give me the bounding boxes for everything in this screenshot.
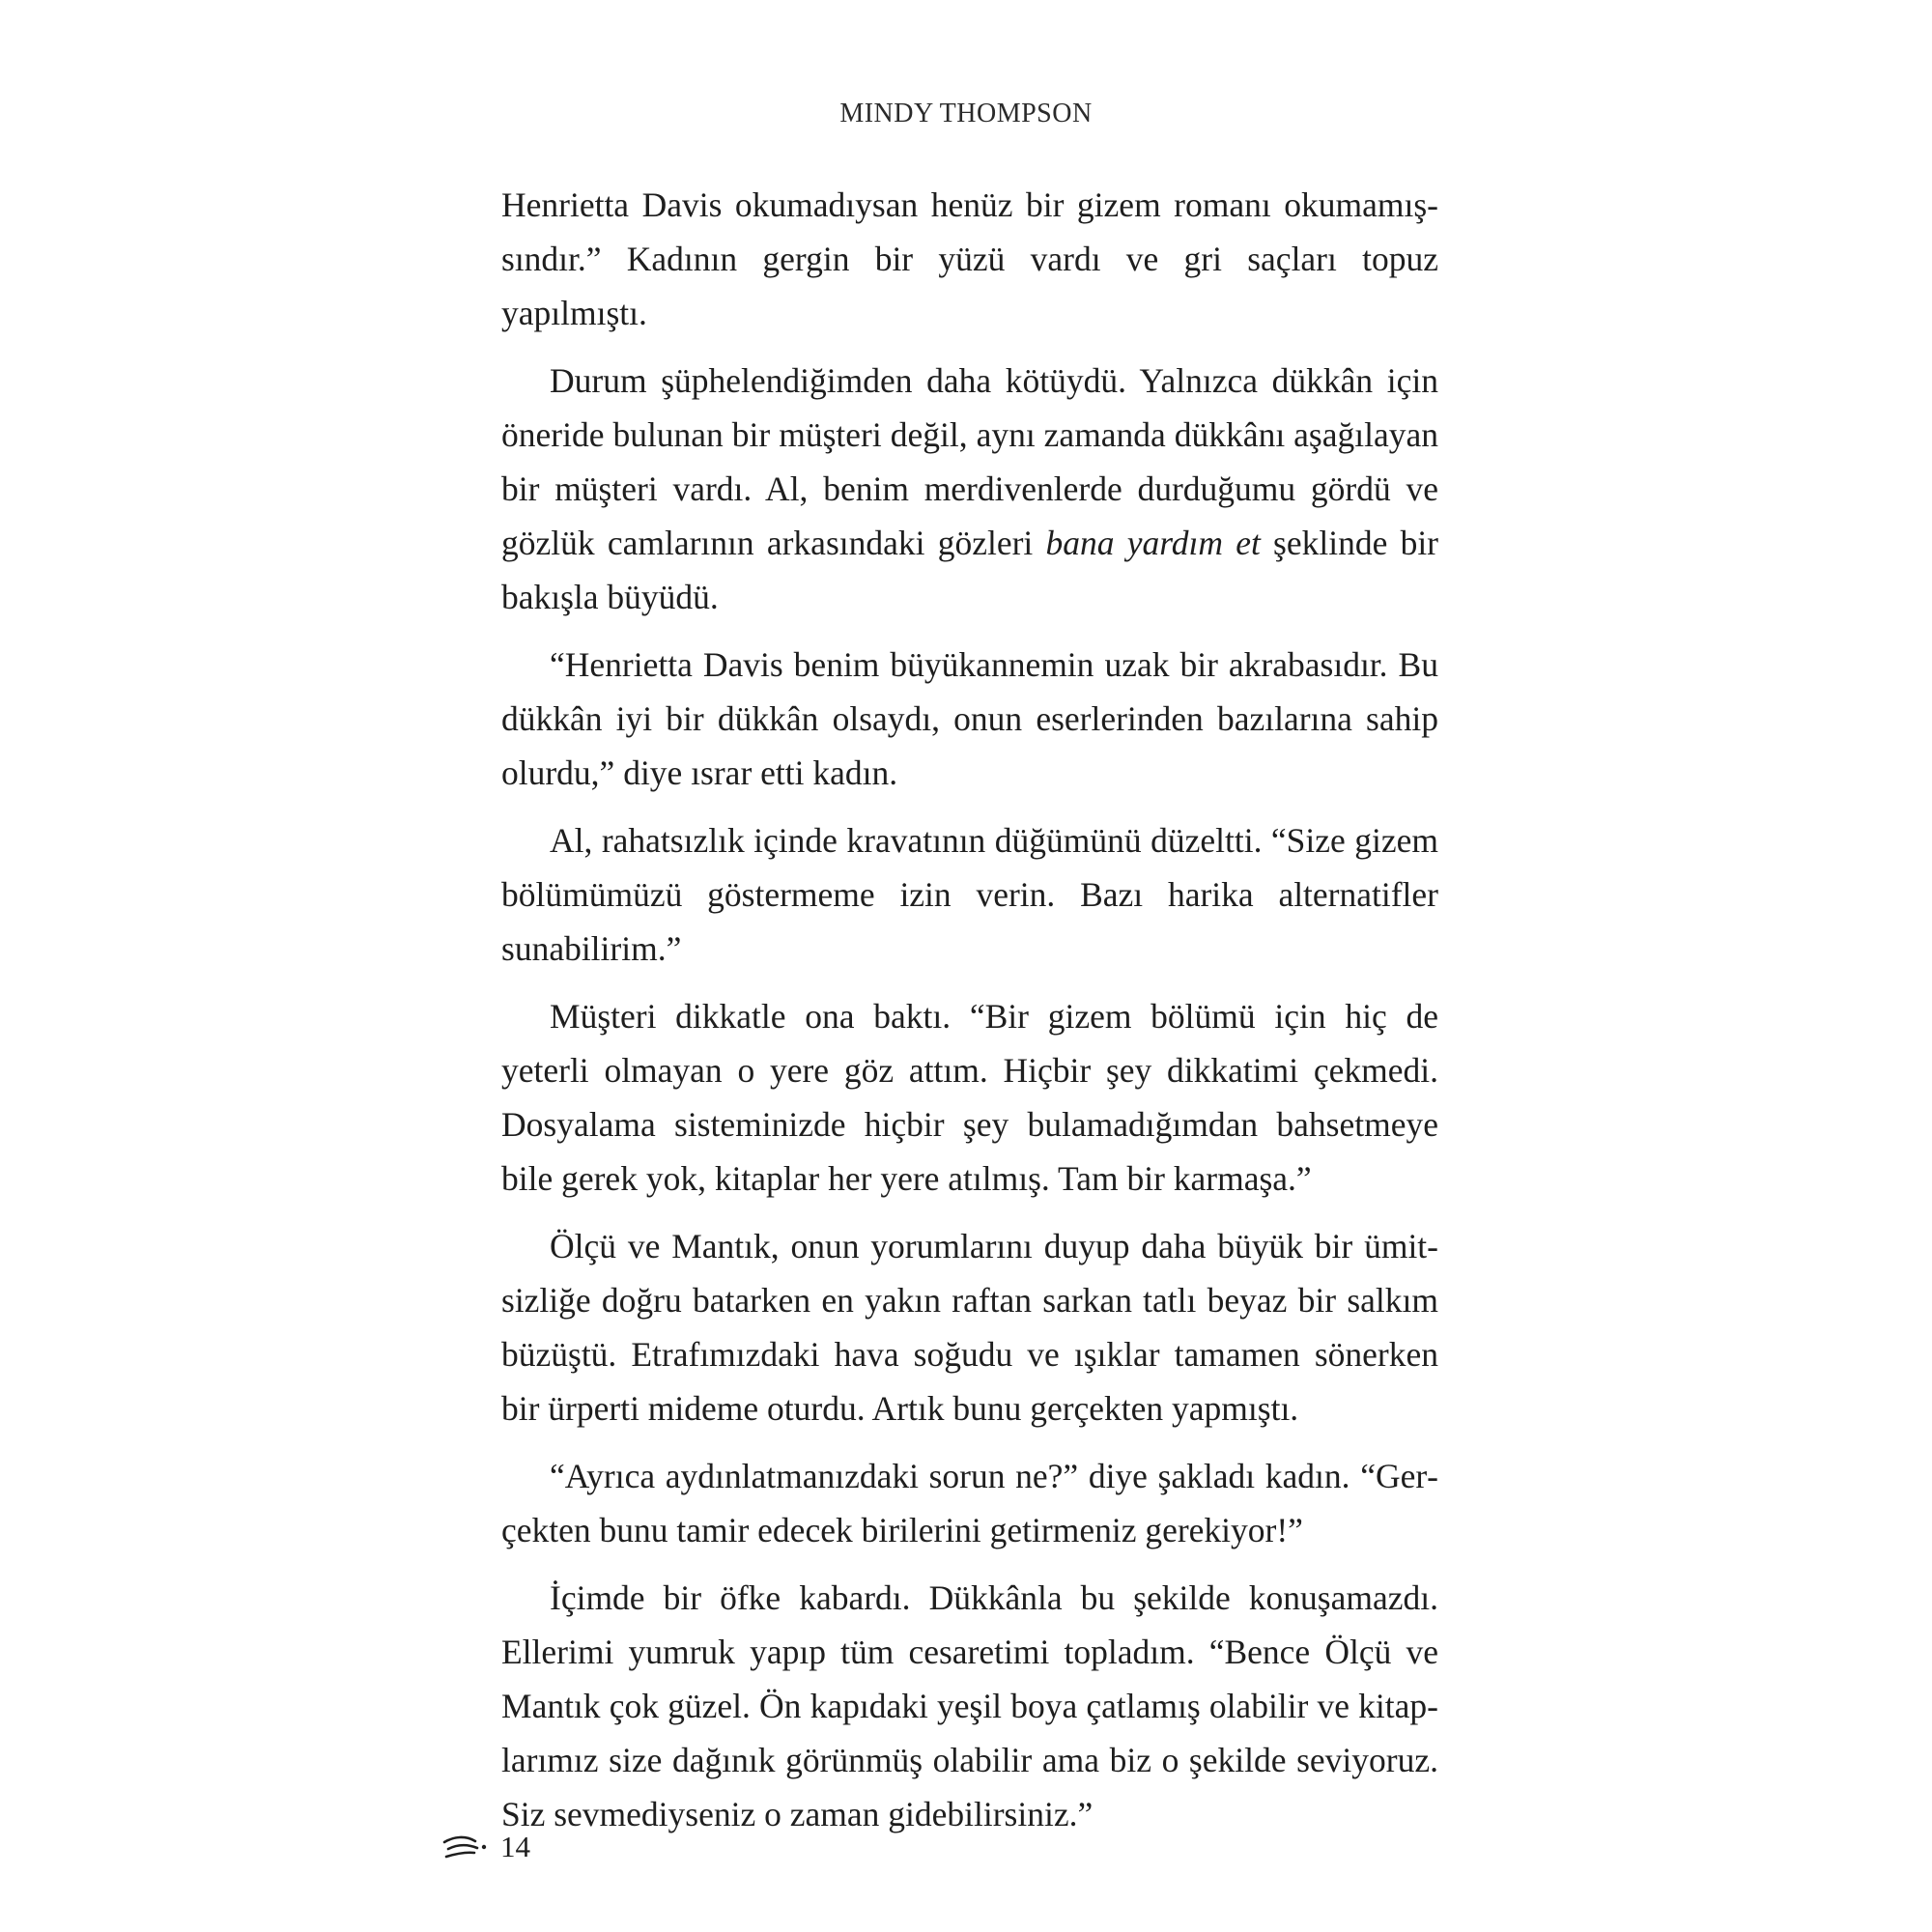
body-text xyxy=(501,178,1438,1855)
page-number: 14 xyxy=(500,1830,530,1863)
paragraph-7: “Ayrıca aydınlatmanızdaki sorun ne?” diye şakladı kadın. “Gerçekten bunu tamir edecek birilerini getirmeniz gerekiyor!” xyxy=(501,1457,1438,1549)
feather-ornament-icon xyxy=(442,1833,487,1861)
paragraph-1: Henrietta Davis okumadıysan henüz bir gizem romanı okumamışsındır.” Kadının gergin bir yüzü vardı ve gri saçları topuz yapılmıştı. xyxy=(501,185,1438,332)
paragraph-2-after: şeklinde bir bakışla büyüdü. xyxy=(501,524,1439,616)
paragraph-2 xyxy=(501,354,1438,624)
paragraph-3: “Henrietta Davis benim büyükannemin uzak bir akrabasıdır. Bu dükkân iyi bir dükkân olsaydı, onun eserlerinden bazılarına sahip olurdu,” diye ısrar etti kadın. xyxy=(501,645,1438,792)
paragraph-2-text: Durum şüphelendiğimden daha kötüydü. Yalnızca dükkân için öneride bulunan bir müşteri değil, aynı zamanda dükkânı aşağılayan bir müşteri vardı. Al, benim merdivenlerde durduğumu gördü ve gözlük camlarının arkasındaki gözleri xyxy=(501,361,1438,562)
paragraph-5: Müşteri dikkatle ona baktı. “Bir gizem bölümü için hiç de yeterli olmayan o yere göz attım. Hiçbir şey dikkatimi çekmedi. Dosyalama sisteminizde hiçbir şey bulamadığımdan bahsetmeye bile gerek yok, kitaplar her yere atılmış. Tam bir karmaşa.” xyxy=(501,997,1438,1198)
running-head: MINDY THOMPSON xyxy=(839,99,1093,128)
paragraph-4: Al, rahatsızlık içinde kravatının düğümünü düzeltti. “Size gizem bölümümüzü göstermeme izin verin. Bazı harika alternatifler sunabilirim.” xyxy=(501,821,1438,968)
paragraph-8: İçimde bir öfke kabardı. Dükkânla bu şekilde konuşamazdı. Ellerimi yumruk yapıp tüm cesaretimi topladım. “Bence Ölçü ve Mantık çok güzel. Ön kapıdaki yeşil boya çatlamış olabilir ve kitaplarımız size dağınık görünmüş olabilir ama biz o şekilde seviyoruz. Siz sevmediyseniz o zaman gidebilirsiniz.” xyxy=(501,1578,1438,1833)
paragraph-2-italic: bana yardım et xyxy=(1045,524,1261,562)
paragraph-6: Ölçü ve Mantık, onun yorumlarını duyup daha büyük bir ümitsizliğe doğru batarken en yakın raftan sarkan tatlı beyaz bir salkım büzüştü. Etrafımızdaki hava soğudu ve ışıklar tamamen sönerken bir ürperti mideme oturdu. Artık bunu gerçekten yapmıştı. xyxy=(501,1227,1438,1428)
page-footer xyxy=(442,1820,530,1874)
